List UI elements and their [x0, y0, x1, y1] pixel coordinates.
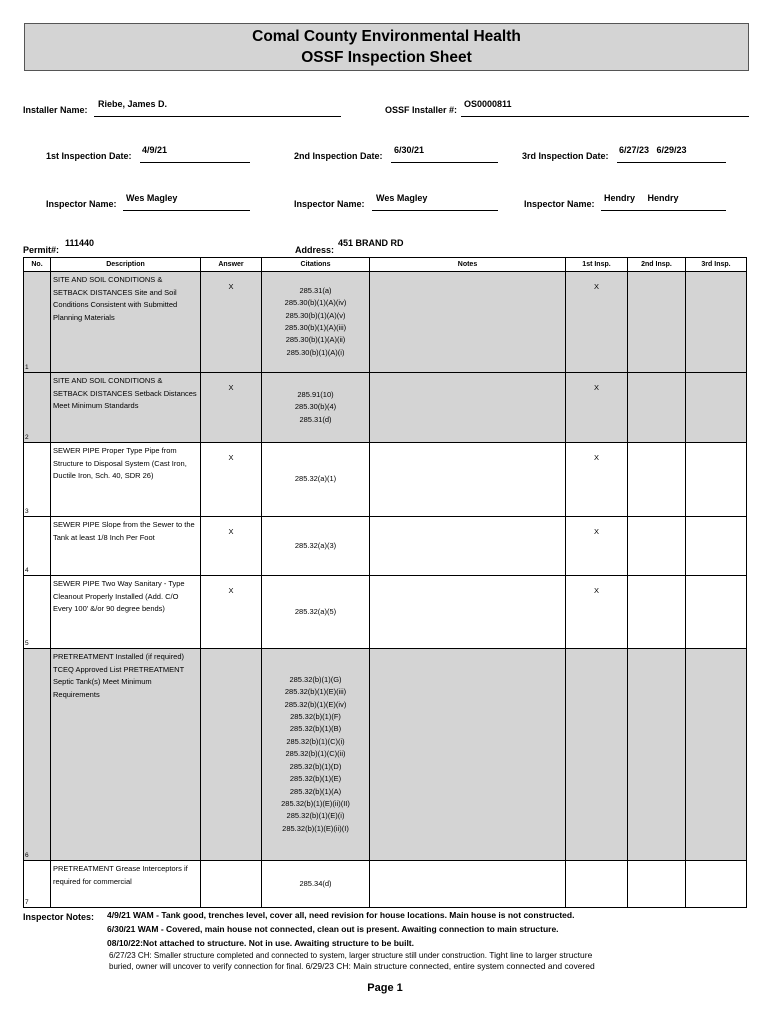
table-row — [24, 373, 747, 443]
note-line-2: 6/30/21 WAM - Covered, main house not connected, clean out is present. Awaiting connection to main structure. — [107, 924, 559, 934]
note-line-4 — [109, 950, 592, 961]
table-row — [24, 443, 747, 517]
row-notes — [370, 373, 566, 443]
third-inspection-date: 6/27/23 6/29/23 — [619, 145, 687, 155]
note-line-5a: buried, owner will uncover to verify connection for final. — [109, 962, 304, 971]
row-description: PRETREATMENT Grease Interceptors if required for commercial — [51, 861, 201, 908]
row-answer: X — [201, 373, 262, 443]
citation: 285.32(b)(1)(E)(ii)(II) — [281, 798, 350, 808]
inspector3-label: Inspector Name: — [524, 199, 595, 209]
row-description: SEWER PIPE Slope from the Sewer to the Tank at least 1/8 Inch Per Foot — [51, 517, 201, 576]
inspector1-label: Inspector Name: — [46, 199, 117, 209]
row-citations — [262, 861, 370, 908]
table-row — [24, 861, 747, 908]
table-row — [24, 649, 747, 861]
citation: 285.31(d) — [299, 414, 332, 424]
citation: 285.30(b)(1)(A)(iii) — [284, 323, 347, 332]
row-2nd-insp — [628, 373, 686, 443]
row-answer: X — [201, 517, 262, 576]
row-notes — [370, 272, 566, 373]
citation: 285.32(b)(1)(B) — [289, 724, 342, 734]
row-number: 2 — [24, 373, 51, 443]
row-citations — [262, 649, 370, 861]
citation: 285.30(b)(1)(A)(v) — [285, 310, 346, 320]
row-2nd-insp — [628, 861, 686, 908]
row-citations — [262, 517, 370, 576]
third-inspection-line — [617, 162, 726, 163]
inspector3-value: Hendry Hendry — [604, 193, 679, 203]
row-answer: X — [201, 272, 262, 373]
citation: 285.31(a) — [299, 285, 332, 295]
row-description: PRETREATMENT Installed (if required) TCEQ Approved List PRETREATMENT Septic Tank(s) Meet Minimum Requirements — [51, 649, 201, 861]
installer-name-value: Riebe, James D. — [98, 99, 168, 109]
note-line-5 — [109, 961, 595, 972]
row-citations — [262, 576, 370, 649]
row-answer: X — [201, 576, 262, 649]
row-answer — [201, 861, 262, 908]
row-number: 3 — [24, 443, 51, 517]
table-row — [24, 517, 747, 576]
row-description: SITE AND SOIL CONDITIONS & SETBACK DISTANCES Site and Soil Conditions Consistent with Submitted Planning Materials — [51, 272, 201, 373]
row-2nd-insp — [628, 517, 686, 576]
table-row — [24, 272, 747, 373]
installer-name-line — [94, 116, 341, 117]
permit-label: Permit#: — [23, 245, 60, 255]
header-answer: Answer — [201, 258, 262, 272]
header-no: No. — [24, 258, 51, 272]
header-description: Description — [51, 258, 201, 272]
citation: 285.32(a)(5) — [294, 606, 337, 616]
header-2nd-insp: 2nd Insp. — [628, 258, 686, 272]
form-title-box — [24, 23, 749, 71]
inspector1-line — [123, 210, 250, 211]
citation: 285.32(b)(1)(E)(i) — [286, 811, 345, 821]
header-notes: Notes — [370, 258, 566, 272]
citation: 285.32(b)(1)(C)(ii) — [285, 749, 346, 759]
note-line-5b: 6/29/23 CH: Main structure connected, entire system connected and covered — [305, 961, 595, 971]
row-notes — [370, 443, 566, 517]
citation: 285.30(b)(1)(A)(ii) — [285, 335, 346, 345]
row-1st-insp: X — [566, 272, 628, 373]
row-2nd-insp — [628, 443, 686, 517]
row-1st-insp: X — [566, 517, 628, 576]
row-notes — [370, 576, 566, 649]
citation: 285.91(10) — [297, 389, 334, 399]
citation: 285.32(b)(1)(E)(iv) — [284, 699, 347, 709]
address-value: 451 BRAND RD — [338, 238, 404, 248]
row-description: SEWER PIPE Two Way Sanitary - Type Cleanout Properly Installed (Add. C/O Every 100' &/or 90 degree bends) — [51, 576, 201, 649]
row-1st-insp: X — [566, 443, 628, 517]
table-header-row — [24, 258, 747, 272]
citation: 285.32(b)(1)(E)(iii) — [284, 687, 347, 697]
citation: 285.30(b)(4) — [294, 402, 337, 412]
third-inspection-label: 3rd Inspection Date: — [522, 151, 609, 161]
row-description: SEWER PIPE Proper Type Pipe from Structure to Disposal System (Cast Iron, Ductile Iron, Sch. 40, SDR 26) — [51, 443, 201, 517]
inspection-table — [23, 257, 747, 908]
form-subtitle: OSSF Inspection Sheet — [301, 49, 472, 66]
row-3rd-insp — [686, 861, 747, 908]
row-number: 1 — [24, 272, 51, 373]
row-1st-insp: X — [566, 373, 628, 443]
first-inspection-line — [140, 162, 250, 163]
citation: 285.32(b)(1)(D) — [289, 761, 342, 771]
row-3rd-insp — [686, 373, 747, 443]
citation: 285.32(b)(1)(C)(i) — [286, 736, 345, 746]
table-row — [24, 576, 747, 649]
permit-value: 111440 — [65, 238, 95, 248]
inspector2-value: Wes Magley — [376, 193, 428, 203]
row-3rd-insp — [686, 272, 747, 373]
row-3rd-insp — [686, 649, 747, 861]
inspector-notes-label: Inspector Notes: — [23, 912, 95, 922]
row-notes — [370, 517, 566, 576]
citation: 285.32(a)(3) — [294, 540, 337, 550]
row-description: SITE AND SOIL CONDITIONS & SETBACK DISTANCES Setback Distances Meet Minimum Standards — [51, 373, 201, 443]
inspector2-line — [372, 210, 498, 211]
row-1st-insp: X — [566, 576, 628, 649]
citation: 285.32(b)(1)(E) — [289, 774, 342, 784]
row-2nd-insp — [628, 576, 686, 649]
row-3rd-insp — [686, 576, 747, 649]
citation: 285.30(b)(1)(A)(i) — [286, 347, 345, 357]
row-3rd-insp — [686, 443, 747, 517]
citation: 285.32(b)(1)(F) — [290, 712, 341, 722]
ossf-installer-value: OS0000811 — [464, 99, 512, 109]
citation: 285.30(b)(1)(A)(iv) — [284, 298, 347, 308]
inspector1-value: Wes Magley — [126, 193, 178, 203]
row-2nd-insp — [628, 649, 686, 861]
row-2nd-insp — [628, 272, 686, 373]
note-line-4b: Tight line to larger structure — [489, 950, 593, 960]
note-line-1: 4/9/21 WAM - Tank good, trenches level, cover all, need revision for house locations. Main house is not constructed. — [107, 910, 575, 920]
second-inspection-label: 2nd Inspection Date: — [294, 151, 383, 161]
citation: 285.32(b)(1)(A) — [289, 786, 342, 796]
row-1st-insp — [566, 649, 628, 861]
citation: 285.34(d) — [299, 878, 332, 888]
row-number: 5 — [24, 576, 51, 649]
citation: 285.32(b)(1)(G) — [289, 674, 342, 684]
row-3rd-insp — [686, 517, 747, 576]
header-3rd-insp: 3rd Insp. — [686, 258, 747, 272]
citation: 285.32(a)(1) — [294, 474, 337, 484]
row-notes — [370, 649, 566, 861]
first-inspection-date: 4/9/21 — [142, 145, 168, 155]
row-1st-insp — [566, 861, 628, 908]
second-inspection-date: 6/30/21 — [394, 145, 425, 155]
row-citations — [262, 443, 370, 517]
citation: 285.32(b)(1)(E)(ii)(I) — [282, 823, 349, 833]
header-citations: Citations — [262, 258, 370, 272]
second-inspection-line — [391, 162, 498, 163]
inspector3-line — [601, 210, 726, 211]
row-citations — [262, 373, 370, 443]
row-number: 6 — [24, 649, 51, 861]
row-notes — [370, 861, 566, 908]
page-number: Page 1 — [367, 982, 403, 994]
row-citations — [262, 272, 370, 373]
row-number: 4 — [24, 517, 51, 576]
row-number: 7 — [24, 861, 51, 908]
header-1st-insp: 1st Insp. — [566, 258, 628, 272]
note-line-4a: 6/27/23 CH: Smaller structure completed and connected to system, larger structure still under construction. — [109, 951, 487, 960]
row-answer: X — [201, 443, 262, 517]
row-answer — [201, 649, 262, 861]
inspector2-label: Inspector Name: — [294, 199, 365, 209]
installer-name-label: Installer Name: — [23, 105, 88, 115]
note-line-3: 08/10/22:Not attached to structure. Not in use. Awaiting structure to be built. — [107, 938, 414, 948]
address-label: Address: — [295, 245, 335, 255]
first-inspection-label: 1st Inspection Date: — [46, 151, 132, 161]
ossf-installer-label: OSSF Installer #: — [385, 105, 458, 115]
ossf-installer-line — [461, 116, 749, 117]
form-title: Comal County Environmental Health — [252, 28, 521, 45]
